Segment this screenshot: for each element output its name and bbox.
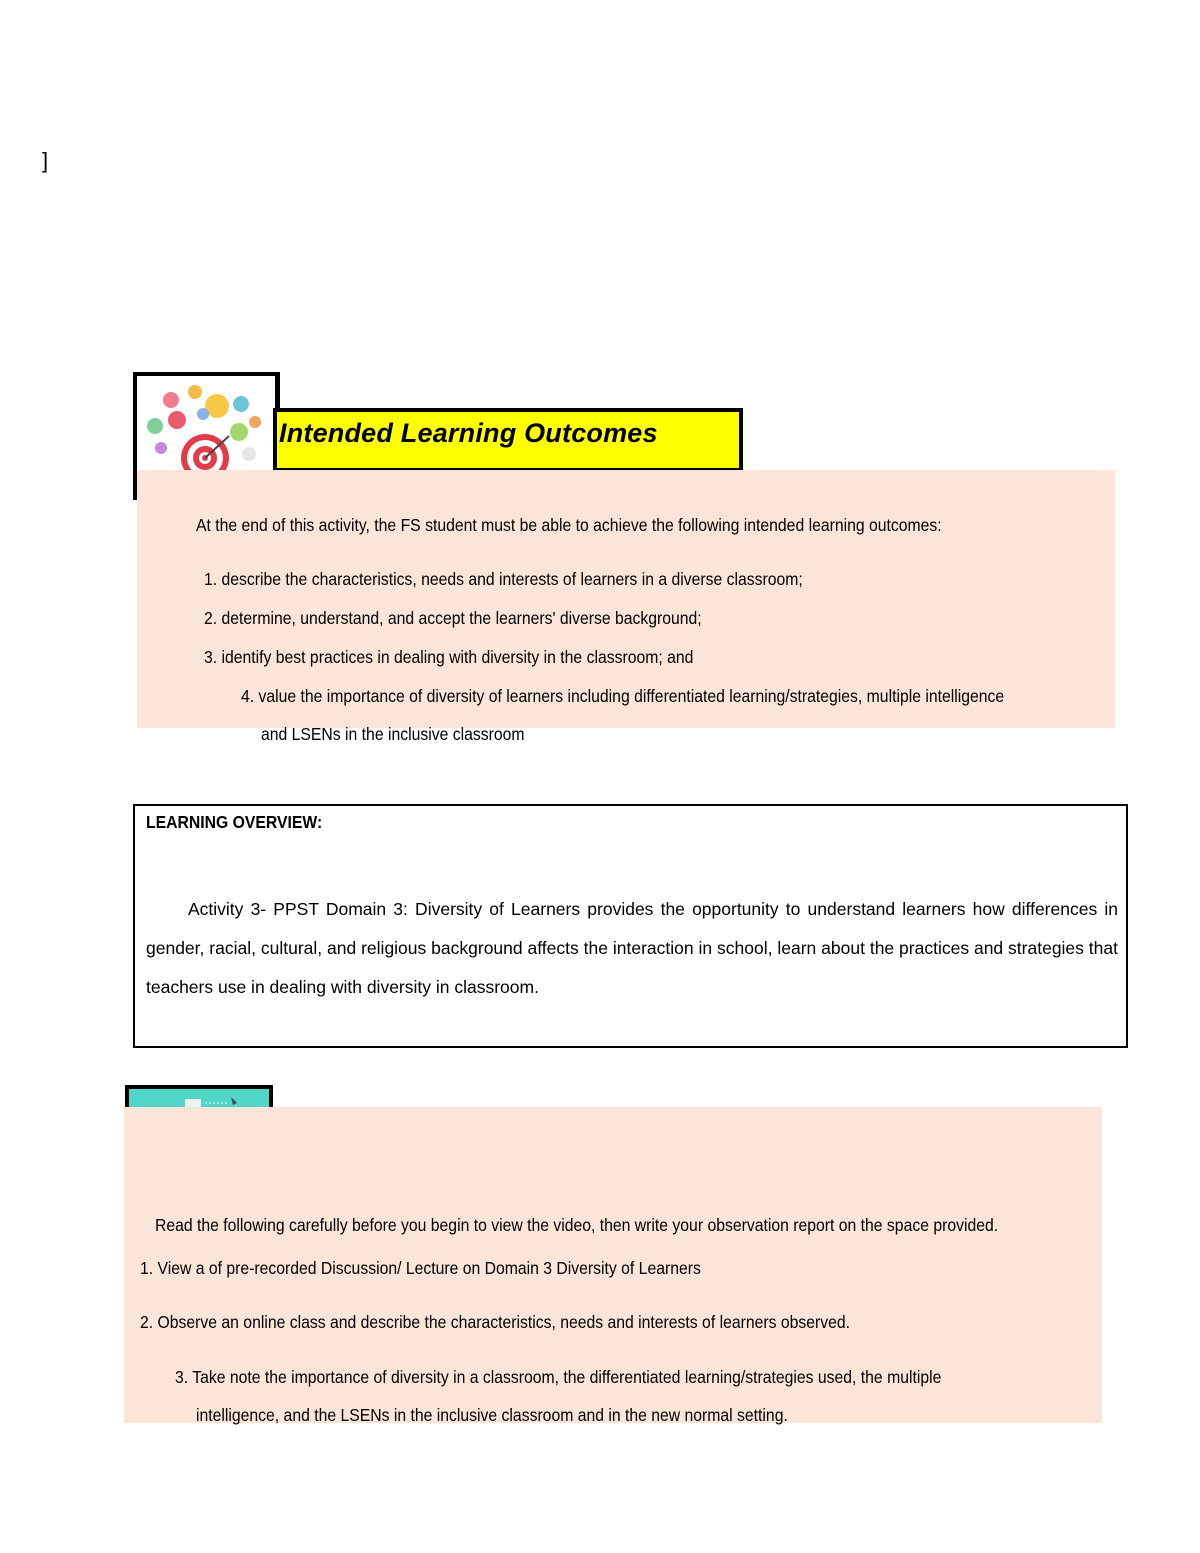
overview-body [146, 890, 1118, 1007]
ilo-item-1: 1. describe the characteristics, needs and interests of learners in a diverse classroom; [204, 569, 803, 589]
ilo-item-4: 4. value the importance of diversity of learners including differentiated learning/strategies, multiple intelligence [241, 686, 1005, 706]
ilo-item-4-cont: and LSENs in the inclusive classroom [261, 724, 525, 744]
ilo-item-3: 3. identify best practices in dealing with diversity in the classroom; and [204, 647, 694, 667]
overview-body-text: Activity 3- PPST Domain 3: Diversity of Learners provides the opportunity to understand learners how differences in gender, racial, cultural, and religious background affects the interaction in school, learn about the practices and strategies that teachers use in dealing with diversity in classroom. [146, 899, 1118, 997]
activity-item-3-cont: intelligence, and the LSENs in the inclusive classroom and in the new normal setting. [196, 1405, 788, 1425]
overview-heading: LEARNING OVERVIEW: [146, 812, 323, 832]
activity-item-3: 3. Take note the importance of diversity in a classroom, the differentiated learning/strategies used, the multiple [175, 1367, 942, 1387]
activity-item-1: 1. View a of pre-recorded Discussion/ Lecture on Domain 3 Diversity of Learners [140, 1258, 701, 1278]
ilo-title-box [273, 408, 743, 472]
activity-intro: Read the following carefully before you begin to view the video, then write your observation report on the space provided. [155, 1215, 999, 1235]
ilo-title: Intended Learning Outcomes [279, 418, 658, 448]
activity-item-2: 2. Observe an online class and describe the characteristics, needs and interests of learners observed. [140, 1312, 851, 1332]
ilo-intro: At the end of this activity, the FS student must be able to achieve the following intended learning outcomes: [196, 515, 942, 535]
learning-overview-box [133, 804, 1128, 1048]
ilo-item-2: 2. determine, understand, and accept the learners' diverse background; [204, 608, 702, 628]
stray-bracket: ] [42, 148, 49, 173]
